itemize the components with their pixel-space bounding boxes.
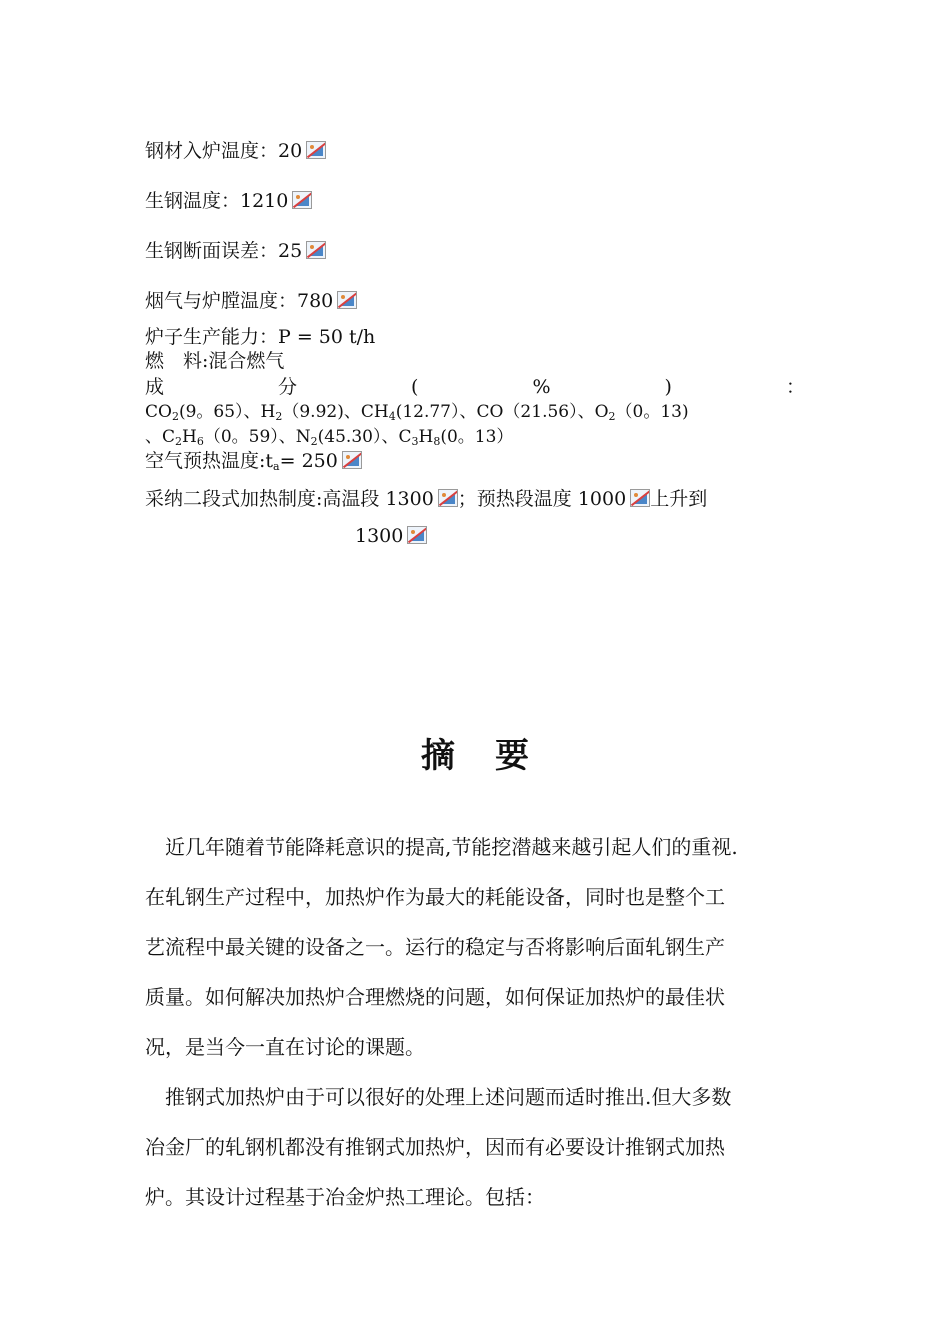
fuel-text: 燃 料:混合燃气: [145, 350, 285, 372]
section-error: [145, 240, 326, 262]
steel-out-temp-text: 生钢温度：1210: [145, 190, 289, 212]
section-error-text: 生钢断面误差：25: [145, 240, 303, 262]
abstract-line: 冶金厂的轧钢机都没有推钢式加热炉，因而有必要设计推钢式加热: [145, 1135, 725, 1159]
broken-image-icon: [306, 141, 326, 159]
fuel: [145, 350, 284, 372]
abstract-line: 推钢式加热炉由于可以很好的处理上述问题而适时推出.但大多数: [145, 1085, 732, 1109]
abstract-line: 在轧钢生产过程中，加热炉作为最大的耗能设备，同时也是整个工: [145, 885, 725, 909]
broken-image-icon: [337, 291, 357, 309]
broken-image-icon: [407, 526, 427, 544]
abstract-line: 近几年随着节能降耗意识的提高,节能挖潜越来越引起人们的重视.: [145, 835, 738, 859]
broken-image-icon: [342, 451, 362, 469]
composition-label-part: ：: [785, 376, 805, 398]
composition-label: [145, 376, 805, 398]
composition-label-part: 成: [145, 376, 165, 398]
abstract-title: 摘要: [421, 736, 569, 776]
composition-label-part: ): [664, 376, 672, 398]
heating-system-cont: 1300: [355, 525, 427, 547]
composition-line-1: $CO_2(9$。65）、$H_2(9.92)$、$CH_4(12.77)$、CO（21.56）、$O_2(0$。13): [145, 402, 689, 423]
composition-label-part: 分: [278, 376, 298, 398]
capacity-text: 炉子生产能力：P = 50 t/h: [145, 326, 376, 348]
abstract-line: 况，是当今一直在讨论的课题。: [145, 1035, 425, 1059]
steel-out-temp: [145, 190, 312, 212]
abstract-body: [145, 822, 810, 1222]
abstract-line: 艺流程中最关键的设备之一。运行的稳定与否将影响后面轧钢生产: [145, 935, 725, 959]
abstract-line: 炉。其设计过程基于冶金炉热工理论。包括：: [145, 1185, 545, 1209]
composition-line-2: 、$C_2H_6(0$。59）、$N_2(45.30)$、$C_3H_8(0$。13）: [145, 427, 514, 448]
broken-image-icon: [438, 489, 458, 507]
air-preheat: 空气预热温度$:t_a= 250$: [145, 450, 362, 472]
capacity: [145, 326, 375, 348]
steel-in-temp-text: 钢材入炉温度：20: [145, 140, 303, 162]
composition-label-part: %: [532, 376, 551, 398]
abstract-line: 质量。如何解决加热炉合理燃烧的问题，如何保证加热炉的最佳状: [145, 985, 725, 1009]
broken-image-icon: [292, 191, 312, 209]
broken-image-icon: [630, 489, 650, 507]
composition-label-part: (: [411, 376, 419, 398]
heating-system: 采纳二段式加热制度:高温段 1300 ；预热段温度 1000 上升到: [145, 488, 708, 510]
broken-image-icon: [306, 241, 326, 259]
flue-temp: [145, 290, 357, 312]
steel-in-temp: [145, 140, 326, 162]
flue-temp-text: 烟气与炉膛温度：780: [145, 290, 334, 312]
